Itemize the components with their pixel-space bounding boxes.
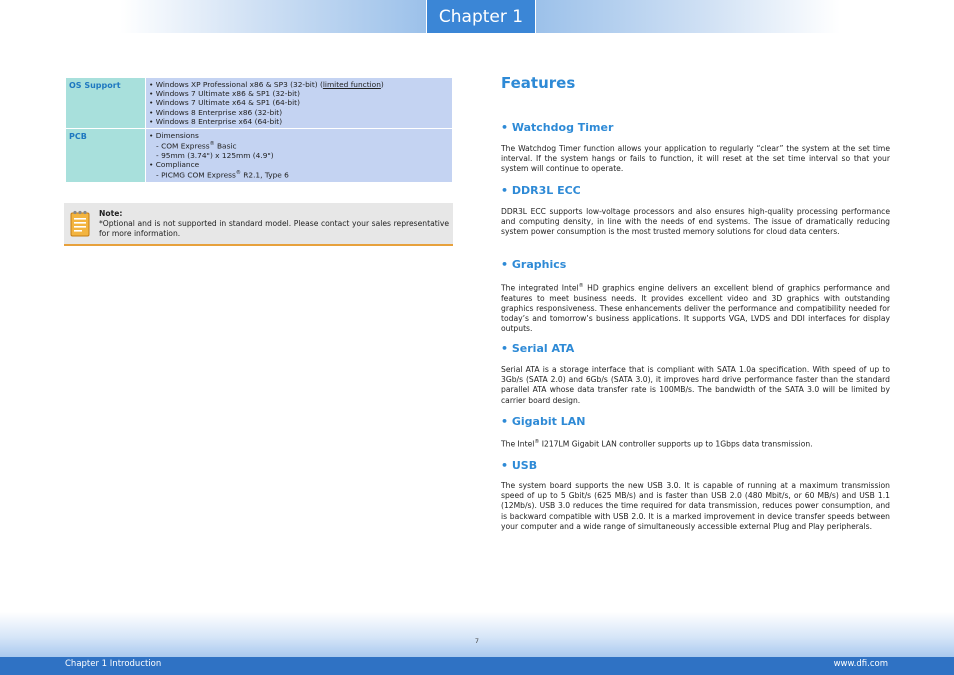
spec-line: - PICMG COM Express® R2.1, Type 6 — [149, 170, 289, 180]
section-title-ddr3l: • DDR3L ECC — [501, 184, 581, 197]
spec-row-os — [66, 78, 453, 129]
section-body-lan: The Intel® I217LM Gigabit LAN controller supports up to 1Gbps data transmission. — [501, 439, 813, 449]
spec-line: - COM Express® Basic — [149, 141, 237, 151]
chapter-tab: Chapter 1 — [427, 0, 535, 33]
spec-line: • Dimensions — [149, 131, 199, 141]
spec-line: • Windows 7 Ultimate x86 & SP1 (32-bit) — [149, 89, 300, 99]
section-title-graphics: • Graphics — [501, 258, 567, 271]
section-title-sata: • Serial ATA — [501, 342, 575, 355]
spec-value — [146, 129, 453, 183]
section-title-watchdog: • Watchdog Timer — [501, 121, 614, 134]
section-title-lan: • Gigabit LAN — [501, 415, 586, 428]
notepad-icon — [68, 209, 92, 237]
footer-gradient — [0, 612, 954, 657]
spec-line: • Windows 7 Ultimate x64 & SP1 (64-bit) — [149, 98, 300, 108]
section-body-ddr3l: DDR3L ECC supports low-voltage processors and also ensures high-quality processing performance and computing density, in line with the needs of end systems. The issue of dramatically reducing system power consumption is the most trusted memory solutions for cloud data centers. — [501, 207, 890, 237]
limited-function-link[interactable]: limited function — [322, 80, 381, 89]
spec-value — [146, 78, 453, 129]
section-body-usb: The system board supports the new USB 3.0. It is capable of running at a maximum transmission speed of up to 5 Gbit/s (625 MB/s) and is faster than USB 2.0 (480 Mbit/s, or 60 MB/s) and USB 1.1 (12Mb/s). USB 3.0 reduces the time required for data transmission, reduces power consumption, and is backward compatible with USB 2.0. It is a marked improvement in device transfer speeds between your computer and a wide range of simultaneously accessible external Plug and Play peripherals. — [501, 481, 890, 531]
header-gradient-right — [536, 0, 840, 33]
spec-line: • Compliance — [149, 160, 200, 170]
section-body-watchdog: The Watchdog Timer function allows your application to regularly “clear” the system at the set time interval. If the system hangs or fails to function, it will reset at the set time interval so that your system will continue to operate. — [501, 144, 890, 174]
note-box — [64, 203, 453, 246]
note-text: *Optional and is not supported in standard model. Please contact your sales representative for more information. — [99, 219, 449, 239]
features-title: Features — [501, 74, 576, 92]
spec-line: • Windows 8 Enterprise x86 (32-bit) — [149, 107, 283, 117]
spec-table — [65, 77, 453, 183]
spec-row-pcb — [66, 129, 453, 183]
section-body-graphics: The integrated Intel® HD graphics engine delivers an excellent blend of graphics performance and features to meet business needs. It provides excellent video and 3D graphics with outstanding graphics responsiveness. These enhancements deliver the performance and compatibility needed for today’s and tomorrow’s business applications. It supports VGA, LVDS and DDI interfaces for display outputs. — [501, 283, 890, 334]
section-body-sata: Serial ATA is a storage interface that is compliant with SATA 1.0a specification. With speed of up to 3Gb/s (SATA 2.0) and 6Gb/s (SATA 3.0), it improves hard drive performance faster than the standard parallel ATA whose data transfer rate is 100MB/s. The bandwidth of the SATA 3.0 will be limited by carrier board design. — [501, 365, 890, 405]
spec-line: • Windows XP Professional x86 & SP3 (32-bit) (limited function) — [149, 80, 384, 89]
header-gradient-left — [120, 0, 426, 33]
spec-key: PCB — [66, 129, 146, 183]
footer-chapter-label: Chapter 1 Introduction — [65, 659, 162, 669]
spec-key: OS Support — [66, 78, 146, 129]
spec-line: • Windows 8 Enterprise x64 (64-bit) — [149, 116, 283, 126]
section-title-usb: • USB — [501, 459, 538, 472]
footer-website-link[interactable]: www.dfi.com — [833, 659, 888, 669]
spec-line: - 95mm (3.74") x 125mm (4.9") — [149, 150, 274, 160]
note-title: Note: — [99, 209, 123, 218]
page-number: 7 — [474, 637, 480, 645]
